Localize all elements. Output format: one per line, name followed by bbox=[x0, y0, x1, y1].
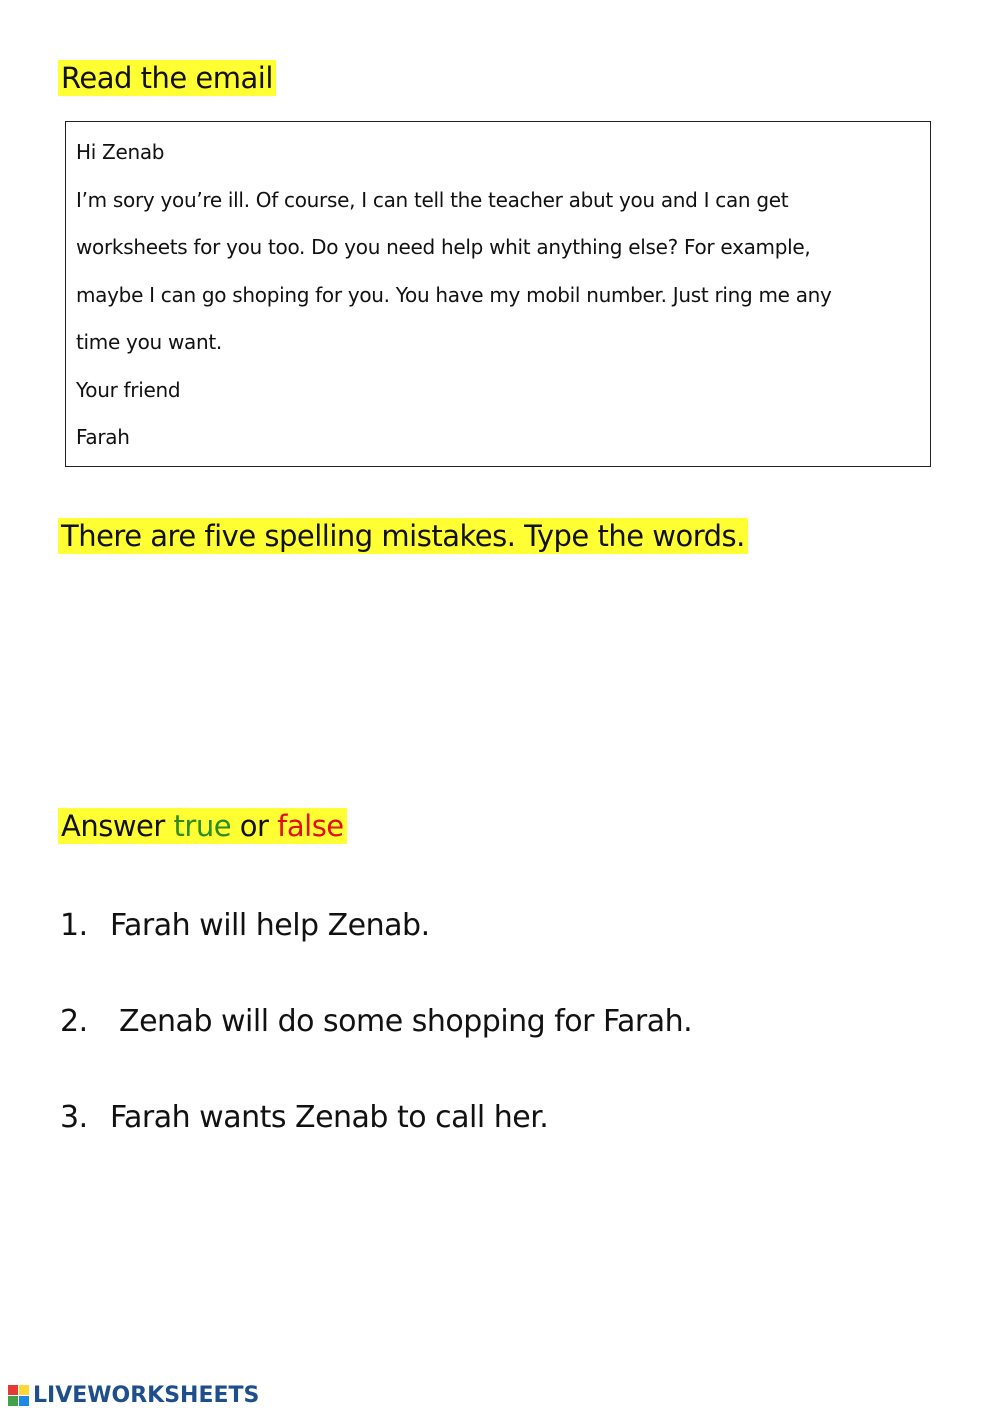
spelling-heading bbox=[58, 518, 748, 554]
question-2 bbox=[60, 1004, 692, 1039]
question-text: Farah wants Zenab to call her. bbox=[110, 1100, 549, 1135]
true-false-heading-text bbox=[58, 808, 347, 844]
question-text: Farah will help Zenab. bbox=[110, 908, 430, 943]
email-line: maybe I can go shoping for you. You have my mobil number. Just ring me any bbox=[76, 283, 832, 307]
email-line: time you want. bbox=[76, 330, 222, 354]
tf-or: or bbox=[231, 809, 278, 843]
read-email-heading-text: Read the email bbox=[58, 60, 276, 96]
tf-false-word: false bbox=[277, 809, 344, 843]
email-box bbox=[65, 121, 931, 467]
logo-grid-icon bbox=[8, 1385, 29, 1406]
question-number: 1. bbox=[60, 908, 88, 943]
read-email-heading bbox=[58, 60, 276, 96]
spelling-heading-text: There are five spelling mistakes. Type the words. bbox=[58, 518, 748, 554]
tf-true-word: true bbox=[173, 809, 232, 843]
email-line: Hi Zenab bbox=[76, 140, 165, 164]
true-false-heading bbox=[58, 808, 347, 844]
logo-text: LIVEWORKSHEETS bbox=[33, 1382, 260, 1408]
email-line: worksheets for you too. Do you need help whit anything else? For example, bbox=[76, 235, 811, 259]
liveworksheets-logo bbox=[8, 1381, 259, 1409]
email-line: I’m sory you’re ill. Of course, I can tell the teacher abut you and I can get bbox=[76, 188, 789, 212]
email-line: Farah bbox=[76, 425, 130, 449]
question-text: Zenab will do some shopping for Farah. bbox=[110, 1004, 693, 1039]
question-number: 2. bbox=[60, 1004, 88, 1039]
question-number: 3. bbox=[60, 1100, 88, 1135]
email-line: Your friend bbox=[76, 378, 181, 402]
question-1 bbox=[60, 908, 430, 943]
tf-prefix: Answer bbox=[61, 809, 174, 843]
question-3 bbox=[60, 1100, 548, 1135]
